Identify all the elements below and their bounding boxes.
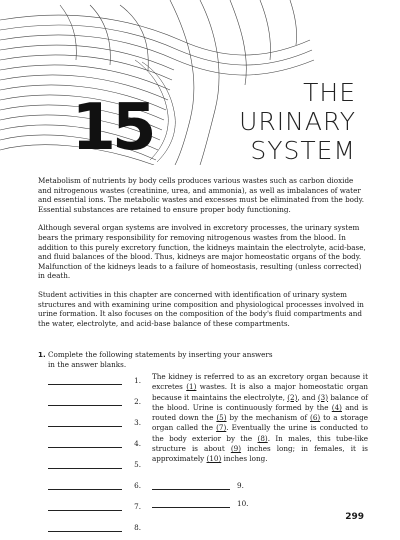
answer-number: 6.	[134, 481, 141, 490]
inline-blank-4: (4)	[331, 402, 342, 412]
exercise-1	[38, 350, 368, 369]
exercise-instruction: Complete the following statements by inserting your answers in the answer blanks.	[48, 350, 273, 369]
intro-text	[38, 176, 368, 337]
answer-line[interactable]	[48, 426, 122, 427]
inline-blank-8: (8)	[257, 433, 268, 443]
intro-paragraph: Student activities in this chapter are concerned with identification of urinary system structures and with examining urine composition and physiological processes involved in urine formation. It also focuses on the composition of the body's fluid compartments and the water, electrolyte, and acid-base balance of these compartments.	[38, 289, 364, 328]
answer-line[interactable]	[152, 507, 230, 508]
answer-blank-5[interactable]	[48, 460, 148, 470]
answer-line[interactable]	[48, 531, 122, 532]
answer-number: 2.	[134, 397, 141, 406]
answer-number: 10.	[237, 499, 249, 508]
answer-blank-7[interactable]	[48, 502, 148, 512]
intro-paragraph: Although several organ systems are involved in excretory processes, the urinary system bears the primary responsibility for removing nitrogenous wastes from the blood. In addition to this purely excretory function, the kidneys maintain the electrolyte, acid-base, and fluid balances of the blood. Thus, kidneys are major homeostatic organs of the body. Malfunction of the kidneys leads to a failure of homeostasis, resulting (unless corrected) in death.	[38, 223, 366, 281]
answer-number: 4.	[134, 439, 141, 448]
answer-number: 8.	[134, 523, 141, 532]
inline-blank-7: (7)	[216, 423, 227, 433]
answer-blank-6[interactable]	[48, 481, 148, 491]
inline-blank-6: (6)	[310, 413, 321, 423]
answer-number: 1.	[134, 376, 141, 385]
inline-blank-5: (5)	[216, 413, 227, 423]
answer-blank-9[interactable]	[152, 481, 262, 491]
answer-blank-3[interactable]	[48, 418, 148, 428]
answer-blank-1[interactable]	[48, 376, 148, 386]
answer-blank-4[interactable]	[48, 439, 148, 449]
answer-blank-2[interactable]	[48, 397, 148, 407]
answer-line[interactable]	[48, 447, 122, 448]
answer-line[interactable]	[48, 489, 122, 490]
chapter-title	[166, 78, 356, 165]
chapter-title-line-2: URINARY	[239, 107, 356, 136]
answer-number: 9.	[237, 481, 244, 490]
exercise-number: 1.	[38, 350, 46, 359]
answer-line[interactable]	[48, 405, 122, 406]
answer-line[interactable]	[48, 510, 122, 511]
chapter-number: 15	[71, 91, 153, 165]
inline-blank-3: (3)	[317, 392, 329, 402]
page-number: 299	[345, 512, 364, 522]
fill-in-passage: The kidney is referred to as an excretory organ because it excretes (1) wastes. It is also a major homeostatic organ because it maintains the electrolyte, (2), and (3) balance of the blood. Urine is continuously formed by the (4) and is routed down the (5) by the mechanism of (6) to a storage organ called the (7). Eventually the urine is conducted to the body exterior by the (8). In males, this tube-like structure is about (9) inches long; in females, it is approximately (10) inches long.	[152, 372, 368, 464]
answer-blank-8[interactable]	[48, 523, 148, 533]
answer-number: 7.	[134, 502, 141, 511]
answer-number: 5.	[134, 460, 141, 469]
inline-blank-1: (1)	[186, 382, 197, 392]
answer-line[interactable]	[48, 468, 122, 469]
answer-blank-10[interactable]	[152, 499, 262, 509]
intro-paragraph: Metabolism of nutrients by body cells produces various wastes such as carbon dioxide and nitrogenous wastes (creatinine, urea, and ammonia), as well as imbalances of water and essential ions. The metabolic wastes and excesses must be eliminated from the body. Essential substances are retained to ensure proper body functioning.	[38, 176, 365, 214]
inline-blank-9: (9)	[230, 444, 242, 454]
answer-line[interactable]	[152, 489, 230, 490]
answer-number: 3.	[134, 418, 141, 427]
chapter-title-line-3: SYSTEM	[250, 136, 356, 165]
answer-line[interactable]	[48, 384, 122, 385]
inline-blank-2: (2)	[287, 392, 298, 402]
chapter-title-line-1: THE	[303, 78, 356, 107]
inline-blank-10: (10)	[206, 454, 222, 464]
